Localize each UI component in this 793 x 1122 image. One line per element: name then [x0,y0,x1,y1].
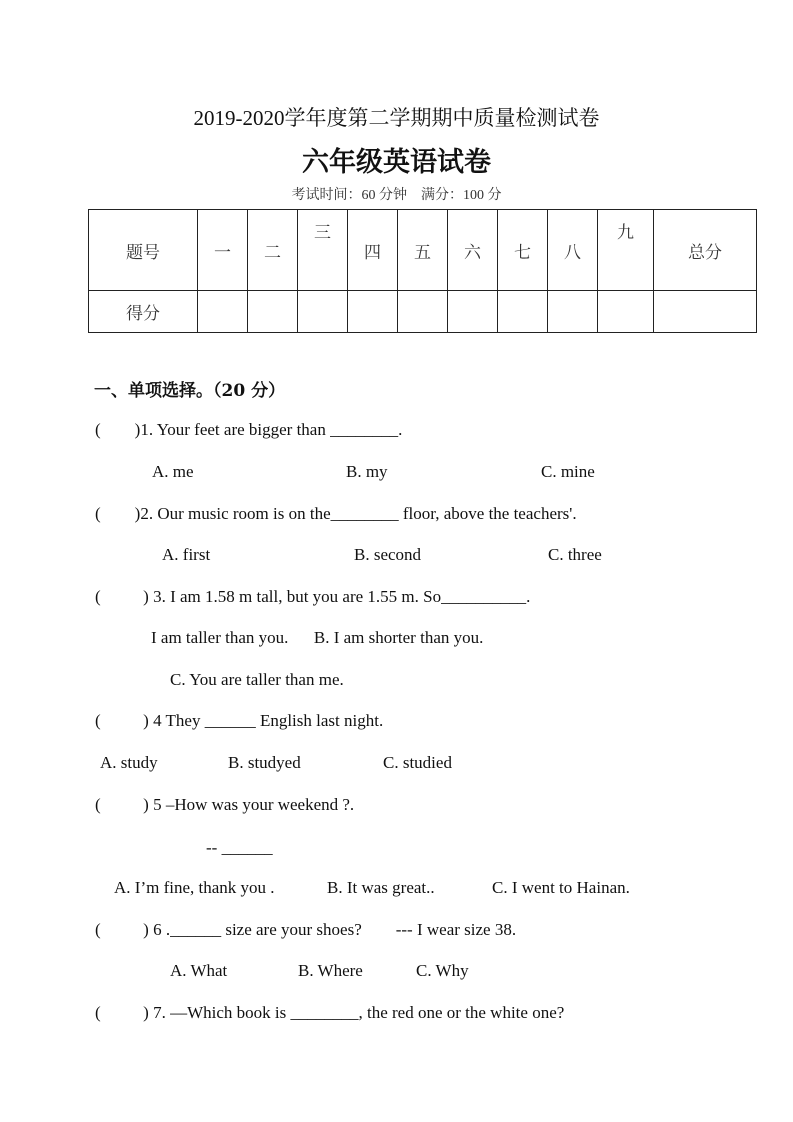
options-ab: I am taller than you. B. I am shorter than you. [151,628,484,647]
question-6: ( ) 6 .______ size are your shoes? --- I wear size 38. [95,920,517,939]
header-cell: 八 [548,210,598,291]
exam-title: 2019-2020学年度第二学期期中质量检测试卷 [193,106,600,130]
header-cell: 一 [198,210,248,291]
header-cell: 二 [248,210,298,291]
score-cell[interactable] [348,291,398,333]
header-cell: 六 [448,210,498,291]
option-c: C. mine [541,462,595,481]
answer-blank: -- ______ [206,838,273,857]
question-5: ( ) 5 –How was your weekend ?. [95,795,355,814]
question-4: ( ) 4 They ______ English last night. [95,711,384,730]
section-title: 一、单项选择。（20 分） [94,381,286,401]
header-cell: 四 [348,210,398,291]
option-c: C. three [548,545,602,564]
exam-subtitle: 六年级英语试卷 [302,147,491,178]
option-b: B. studyed [228,753,301,772]
score-cell[interactable] [248,291,298,333]
score-cell[interactable] [654,291,757,333]
exam-info: 考试时间：60 分钟 满分：100 分 [291,188,502,203]
option-c: C. Why [416,961,469,980]
option-c: C. studied [383,753,452,772]
score-table [88,209,757,333]
score-cell[interactable] [548,291,598,333]
score-cell[interactable] [598,291,654,333]
option-a: A. me [152,462,194,481]
option-c: C. You are taller than me. [170,670,344,689]
option-a: A. I’m fine, thank you . [114,878,275,897]
score-cell[interactable] [398,291,448,333]
option-a: A. study [100,753,158,772]
option-a: A. What [170,961,228,980]
option-b: B. second [354,545,422,564]
option-a: A. first [162,545,211,564]
score-cell[interactable] [298,291,348,333]
header-cell: 总分 [654,210,757,291]
header-cell: 七 [498,210,548,291]
score-cell[interactable] [448,291,498,333]
question-3: ( ) 3. I am 1.58 m tall, but you are 1.55 m. So__________. [95,587,531,606]
score-label: 得分 [89,291,198,333]
question-2: ( )2. Our music room is on the________ floor, above the teachers'. [95,504,577,523]
option-c: C. I went to Hainan. [492,878,630,897]
header-cell: 九 [598,210,654,291]
score-cell[interactable] [498,291,548,333]
option-b: B. Where [298,961,363,980]
option-b: B. my [346,462,388,481]
question-1: ( )1. Your feet are bigger than ________. [95,420,403,439]
question-7: ( ) 7. —Which book is ________, the red one or the white one? [95,1003,565,1022]
option-b: B. It was great.. [327,878,435,897]
score-cell[interactable] [198,291,248,333]
header-cell: 五 [398,210,448,291]
header-cell: 三 [298,210,348,291]
header-cell: 题号 [89,210,198,291]
